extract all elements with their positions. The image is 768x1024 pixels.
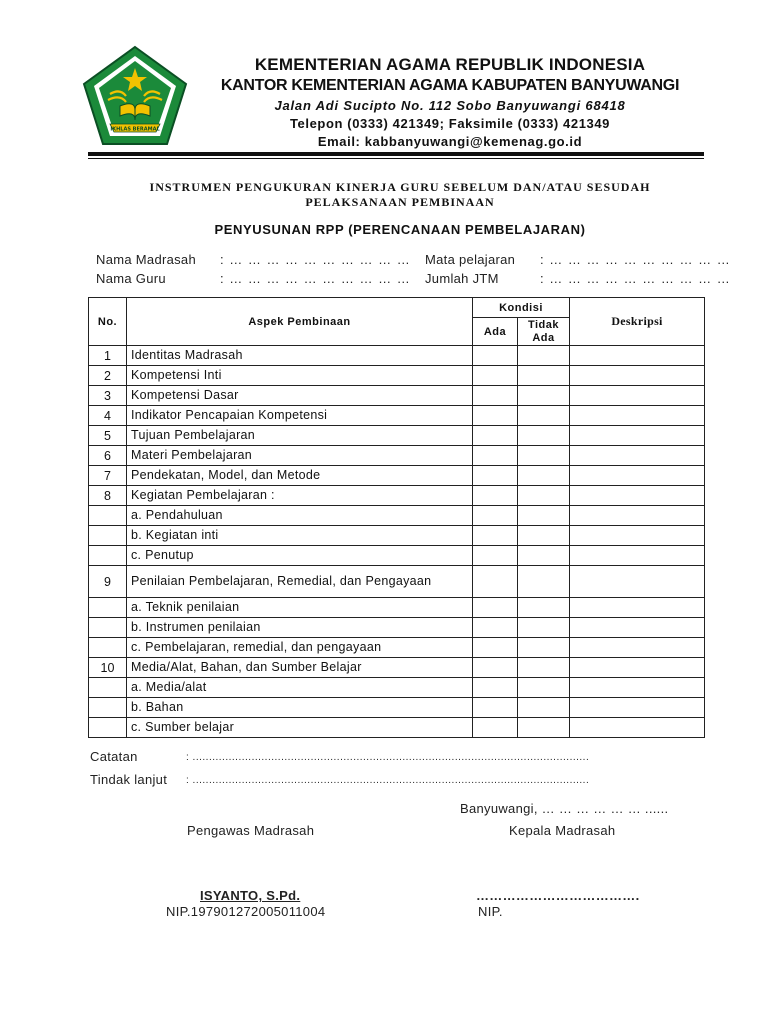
table-row <box>89 446 705 466</box>
pengawas-role: Pengawas Madrasah <box>187 823 315 838</box>
row-aspek: a. Pendahuluan <box>127 506 473 526</box>
tidak-ada-cell[interactable] <box>518 346 570 366</box>
row-number: 10 <box>89 658 127 678</box>
nama-guru-label: Nama Guru <box>96 271 166 286</box>
ada-cell[interactable] <box>473 638 518 658</box>
col-header-tidak-ada-line1: Tidak <box>527 318 560 331</box>
ada-cell[interactable] <box>473 526 518 546</box>
catatan-label: Catatan <box>90 749 138 764</box>
nama-guru-field[interactable]: : … … … … … … … … … … <box>220 271 411 286</box>
tidak-ada-cell[interactable] <box>518 618 570 638</box>
row-number: 3 <box>89 386 127 406</box>
row-aspek: Identitas Madrasah <box>127 346 473 366</box>
office-address: Jalan Adi Sucipto No. 112 Sobo Banyuwangi 68418 <box>274 98 626 113</box>
tindak-lanjut-field[interactable]: : ......................................................................................................................... <box>186 775 590 786</box>
table-row <box>89 406 705 426</box>
tidak-ada-cell[interactable] <box>518 546 570 566</box>
col-header-kondisi: Kondisi <box>473 298 570 318</box>
deskripsi-cell[interactable] <box>570 718 705 738</box>
table-row <box>89 698 705 718</box>
document-title <box>100 180 700 210</box>
row-number <box>89 698 127 718</box>
row-number: 5 <box>89 426 127 446</box>
deskripsi-cell[interactable] <box>570 658 705 678</box>
table-row <box>89 466 705 486</box>
document-title-line1: INSTRUMEN PENGUKURAN KINERJA GURU SEBELUM DAN/ATAU SESUDAH <box>149 180 651 194</box>
row-aspek: Kompetensi Inti <box>127 366 473 386</box>
row-aspek: b. Instrumen penilaian <box>127 618 473 638</box>
row-number <box>89 598 127 618</box>
deskripsi-cell[interactable] <box>570 678 705 698</box>
ministry-title: KEMENTERIAN AGAMA REPUBLIK INDONESIA <box>254 55 646 74</box>
deskripsi-cell[interactable] <box>570 446 705 466</box>
table-row <box>89 718 705 738</box>
col-header-deskripsi: Deskripsi <box>570 298 705 346</box>
tidak-ada-cell[interactable] <box>518 506 570 526</box>
deskripsi-cell[interactable] <box>570 386 705 406</box>
table-row <box>89 618 705 638</box>
row-aspek: c. Pembelajaran, remedial, dan pengayaan <box>127 638 473 658</box>
deskripsi-cell[interactable] <box>570 346 705 366</box>
office-phone: Telepon (0333) 421349; Faksimile (0333) 421349 <box>289 116 611 131</box>
row-aspek: Pendekatan, Model, dan Metode <box>127 466 473 486</box>
section-title: PENYUSUNAN RPP (PERENCANAAN PEMBELAJARAN) <box>214 222 586 237</box>
ada-cell[interactable] <box>473 386 518 406</box>
tidak-ada-cell[interactable] <box>518 466 570 486</box>
ada-cell[interactable] <box>473 406 518 426</box>
mata-pelajaran-field[interactable]: : … … … … … … … … … … <box>540 252 731 267</box>
document-title-line2: PELAKSANAAN PEMBINAAN <box>305 195 495 209</box>
logo-motto: IKHLAS BERAMAL <box>110 126 160 133</box>
letterhead-rule-thick <box>88 152 704 156</box>
table-row <box>89 426 705 446</box>
deskripsi-cell[interactable] <box>570 506 705 526</box>
ada-cell[interactable] <box>473 486 518 506</box>
ada-cell[interactable] <box>473 678 518 698</box>
jumlah-jtm-field[interactable]: : … … … … … … … … … … <box>540 271 731 286</box>
tidak-ada-cell[interactable] <box>518 366 570 386</box>
tidak-ada-cell[interactable] <box>518 486 570 506</box>
ada-cell[interactable] <box>473 426 518 446</box>
kepala-nip: NIP. <box>478 904 503 919</box>
tidak-ada-cell[interactable] <box>518 386 570 406</box>
tidak-ada-cell[interactable] <box>518 526 570 546</box>
row-aspek: Penilaian Pembelajaran, Remedial, dan Pengayaan <box>127 566 473 598</box>
col-header-no: No. <box>89 298 127 346</box>
col-header-tidak-ada <box>518 318 570 346</box>
tindak-lanjut-label: Tindak lanjut <box>90 772 168 787</box>
deskripsi-cell[interactable] <box>570 426 705 446</box>
ada-cell[interactable] <box>473 366 518 386</box>
tidak-ada-cell[interactable] <box>518 598 570 618</box>
ada-cell[interactable] <box>473 598 518 618</box>
ada-cell[interactable] <box>473 718 518 738</box>
row-number: 4 <box>89 406 127 426</box>
tidak-ada-cell[interactable] <box>518 426 570 446</box>
table-row <box>89 598 705 618</box>
kemenag-logo <box>80 44 190 148</box>
row-number <box>89 638 127 658</box>
pengawas-nip: NIP.197901272005011004 <box>166 904 326 919</box>
place-date: Banyuwangi, … … … … … … ...... <box>460 801 669 816</box>
row-number: 2 <box>89 366 127 386</box>
row-number <box>89 718 127 738</box>
nama-madrasah-label: Nama Madrasah <box>96 252 196 267</box>
tidak-ada-cell[interactable] <box>518 446 570 466</box>
table-row <box>89 546 705 566</box>
row-aspek: c. Sumber belajar <box>127 718 473 738</box>
row-number <box>89 526 127 546</box>
tidak-ada-cell[interactable] <box>518 698 570 718</box>
tidak-ada-cell[interactable] <box>518 658 570 678</box>
letterhead-rule-thin <box>88 158 704 159</box>
col-header-ada: Ada <box>473 318 518 346</box>
deskripsi-cell[interactable] <box>570 618 705 638</box>
table-row <box>89 486 705 506</box>
deskripsi-cell[interactable] <box>570 598 705 618</box>
tidak-ada-cell[interactable] <box>518 638 570 658</box>
kepala-name-blank[interactable]: ………………………………. <box>476 888 640 903</box>
table-row <box>89 638 705 658</box>
table-row <box>89 346 705 366</box>
tidak-ada-cell[interactable] <box>518 718 570 738</box>
ada-cell[interactable] <box>473 566 518 598</box>
row-aspek: c. Penutup <box>127 546 473 566</box>
table-row <box>89 566 705 598</box>
row-number <box>89 678 127 698</box>
table-row <box>89 658 705 678</box>
deskripsi-cell[interactable] <box>570 698 705 718</box>
assessment-table-body <box>89 346 705 738</box>
row-number: 9 <box>89 566 127 598</box>
ada-cell[interactable] <box>473 446 518 466</box>
row-number: 1 <box>89 346 127 366</box>
deskripsi-cell[interactable] <box>570 406 705 426</box>
mata-pelajaran-label: Mata pelajaran <box>425 252 516 267</box>
row-aspek: b. Bahan <box>127 698 473 718</box>
row-aspek: b. Kegiatan inti <box>127 526 473 546</box>
nama-madrasah-field[interactable]: : … … … … … … … … … … <box>220 252 411 267</box>
deskripsi-cell[interactable] <box>570 638 705 658</box>
deskripsi-cell[interactable] <box>570 566 705 598</box>
row-number: 8 <box>89 486 127 506</box>
deskripsi-cell[interactable] <box>570 366 705 386</box>
catatan-field[interactable]: : ......................................................................................................................... <box>186 752 590 763</box>
row-aspek: Materi Pembelajaran <box>127 446 473 466</box>
table-row <box>89 366 705 386</box>
ada-cell[interactable] <box>473 698 518 718</box>
office-title: KANTOR KEMENTERIAN AGAMA KABUPATEN BANYUWANGI <box>220 77 680 94</box>
kepala-role: Kepala Madrasah <box>509 823 616 838</box>
row-aspek: Media/Alat, Bahan, dan Sumber Belajar <box>127 658 473 678</box>
ada-cell[interactable] <box>473 346 518 366</box>
row-aspek: Tujuan Pembelajaran <box>127 426 473 446</box>
row-aspek: Kompetensi Dasar <box>127 386 473 406</box>
deskripsi-cell[interactable] <box>570 546 705 566</box>
office-email: Email: kabbanyuwangi@kemenag.go.id <box>317 134 583 149</box>
col-header-tidak-ada-line2: Ada <box>532 331 555 344</box>
tidak-ada-cell[interactable] <box>518 678 570 698</box>
deskripsi-cell[interactable] <box>570 466 705 486</box>
deskripsi-cell[interactable] <box>570 486 705 506</box>
ada-cell[interactable] <box>473 658 518 678</box>
row-number <box>89 618 127 638</box>
tidak-ada-cell[interactable] <box>518 406 570 426</box>
row-aspek: a. Teknik penilaian <box>127 598 473 618</box>
table-row <box>89 526 705 546</box>
ada-cell[interactable] <box>473 618 518 638</box>
ada-cell[interactable] <box>473 506 518 526</box>
row-number <box>89 546 127 566</box>
row-aspek: Kegiatan Pembelajaran : <box>127 486 473 506</box>
row-aspek: a. Media/alat <box>127 678 473 698</box>
table-row <box>89 386 705 406</box>
col-header-aspek: Aspek Pembinaan <box>127 298 473 346</box>
deskripsi-cell[interactable] <box>570 526 705 546</box>
row-number <box>89 506 127 526</box>
ada-cell[interactable] <box>473 466 518 486</box>
row-aspek: Indikator Pencapaian Kompetensi <box>127 406 473 426</box>
ada-cell[interactable] <box>473 546 518 566</box>
table-row <box>89 506 705 526</box>
row-number: 6 <box>89 446 127 466</box>
pengawas-name: ISYANTO, S.Pd. <box>200 888 301 903</box>
jumlah-jtm-label: Jumlah JTM <box>425 271 499 286</box>
row-number: 7 <box>89 466 127 486</box>
tidak-ada-cell[interactable] <box>518 566 570 598</box>
table-row <box>89 678 705 698</box>
assessment-table <box>88 297 705 738</box>
letterhead <box>200 54 700 151</box>
